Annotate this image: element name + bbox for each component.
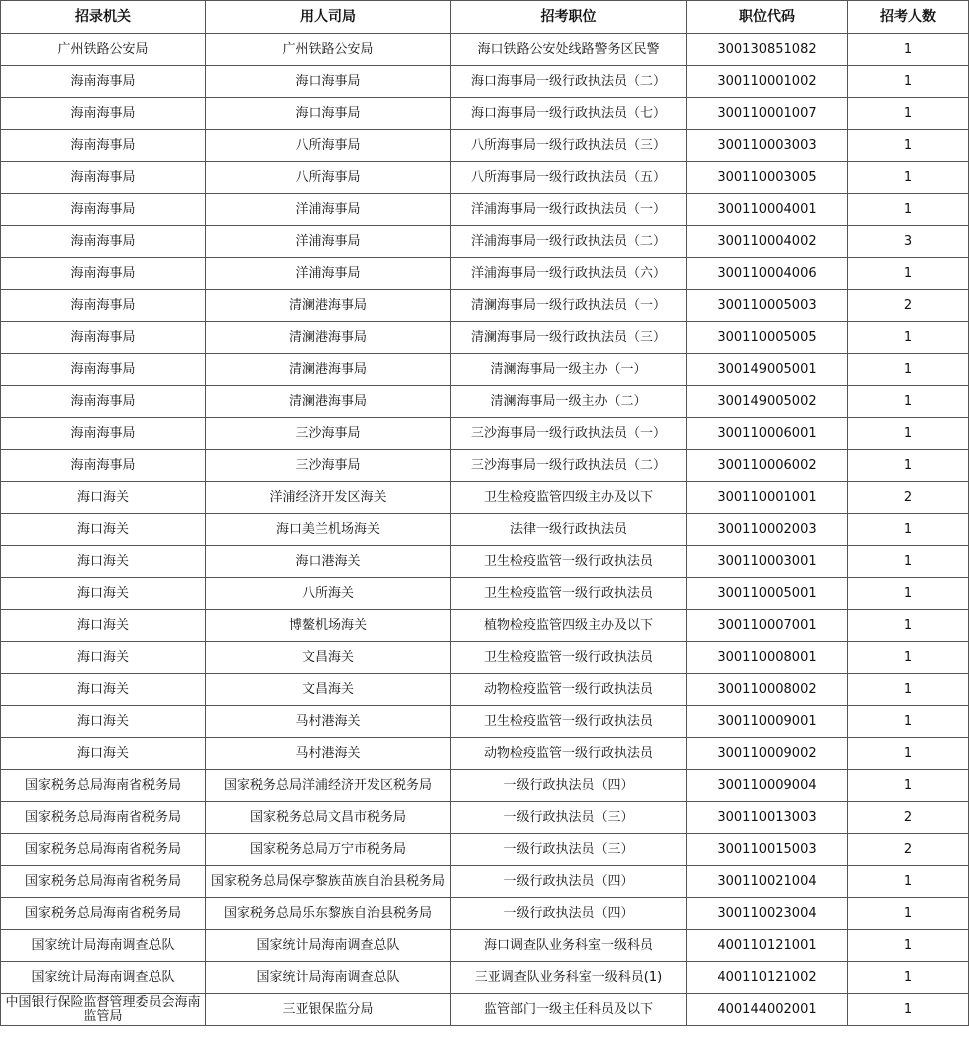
table-row <box>1 258 969 290</box>
cell-position: 八所海事局一级行政执法员（三） <box>451 130 687 162</box>
cell-headcount: 1 <box>848 578 969 610</box>
cell-position: 一级行政执法员（四） <box>451 866 687 898</box>
cell-position-code: 300110004001 <box>687 194 848 226</box>
cell-position: 卫生检疫监管一级行政执法员 <box>451 546 687 578</box>
cell-position: 清澜海事局一级主办（二） <box>451 386 687 418</box>
cell-recruiting-agency: 海南海事局 <box>1 386 206 418</box>
cell-position: 海口铁路公安处线路警务区民警 <box>451 34 687 66</box>
cell-employing-bureau: 海口海事局 <box>206 98 451 130</box>
table-row <box>1 770 969 802</box>
cell-position: 一级行政执法员（四） <box>451 770 687 802</box>
table-header <box>1 1 969 34</box>
cell-position: 卫生检疫监管四级主办及以下 <box>451 482 687 514</box>
table-row <box>1 578 969 610</box>
cell-recruiting-agency: 海口海关 <box>1 642 206 674</box>
table-row <box>1 866 969 898</box>
cell-headcount: 2 <box>848 802 969 834</box>
table-row <box>1 994 969 1026</box>
cell-headcount: 1 <box>848 354 969 386</box>
cell-employing-bureau: 国家税务总局保亭黎族苗族自治县税务局 <box>206 866 451 898</box>
cell-position-code: 300110001002 <box>687 66 848 98</box>
cell-position-code: 300110013003 <box>687 802 848 834</box>
cell-recruiting-agency: 国家税务总局海南省税务局 <box>1 898 206 930</box>
cell-position-code: 300110007001 <box>687 610 848 642</box>
cell-position-code: 300130851082 <box>687 34 848 66</box>
table-row <box>1 450 969 482</box>
cell-employing-bureau: 清澜港海事局 <box>206 386 451 418</box>
cell-headcount: 1 <box>848 962 969 994</box>
cell-position: 监管部门一级主任科员及以下 <box>451 994 687 1026</box>
cell-recruiting-agency: 海南海事局 <box>1 354 206 386</box>
cell-position-code: 300110009001 <box>687 706 848 738</box>
cell-recruiting-agency: 海南海事局 <box>1 130 206 162</box>
cell-position-code: 300110001001 <box>687 482 848 514</box>
table-row <box>1 66 969 98</box>
cell-headcount: 1 <box>848 994 969 1026</box>
table-row <box>1 802 969 834</box>
cell-position-code: 300149005002 <box>687 386 848 418</box>
table-row <box>1 162 969 194</box>
table-row <box>1 386 969 418</box>
cell-headcount: 1 <box>848 738 969 770</box>
cell-position-code: 300110005001 <box>687 578 848 610</box>
cell-headcount: 1 <box>848 258 969 290</box>
cell-position-code: 300110008001 <box>687 642 848 674</box>
cell-position: 三亚调查队业务科室一级科员(1) <box>451 962 687 994</box>
cell-headcount: 1 <box>848 930 969 962</box>
cell-position: 三沙海事局一级行政执法员（二） <box>451 450 687 482</box>
cell-position-code: 400144002001 <box>687 994 848 1026</box>
table-row <box>1 482 969 514</box>
cell-recruiting-agency: 中国银行保险监督管理委员会海南监管局 <box>1 994 206 1026</box>
cell-position-code: 300110021004 <box>687 866 848 898</box>
cell-position: 洋浦海事局一级行政执法员（六） <box>451 258 687 290</box>
cell-position: 卫生检疫监管一级行政执法员 <box>451 642 687 674</box>
cell-position: 法律一级行政执法员 <box>451 514 687 546</box>
cell-employing-bureau: 洋浦经济开发区海关 <box>206 482 451 514</box>
cell-employing-bureau: 三沙海事局 <box>206 418 451 450</box>
cell-headcount: 1 <box>848 898 969 930</box>
cell-employing-bureau: 洋浦海事局 <box>206 194 451 226</box>
table-row <box>1 322 969 354</box>
header-headcount: 招考人数 <box>848 1 969 34</box>
cell-headcount: 1 <box>848 418 969 450</box>
cell-position: 一级行政执法员（三） <box>451 802 687 834</box>
table-row <box>1 738 969 770</box>
cell-headcount: 1 <box>848 450 969 482</box>
cell-position-code: 300110015003 <box>687 834 848 866</box>
cell-recruiting-agency: 海南海事局 <box>1 98 206 130</box>
cell-position: 海口调查队业务科室一级科员 <box>451 930 687 962</box>
cell-employing-bureau: 八所海事局 <box>206 130 451 162</box>
cell-employing-bureau: 海口港海关 <box>206 546 451 578</box>
table-row <box>1 290 969 322</box>
table-row <box>1 354 969 386</box>
cell-headcount: 1 <box>848 642 969 674</box>
table-row <box>1 898 969 930</box>
cell-headcount: 1 <box>848 386 969 418</box>
cell-employing-bureau: 清澜港海事局 <box>206 354 451 386</box>
cell-recruiting-agency: 国家税务总局海南省税务局 <box>1 866 206 898</box>
cell-position-code: 300110002003 <box>687 514 848 546</box>
cell-employing-bureau: 文昌海关 <box>206 674 451 706</box>
cell-recruiting-agency: 海南海事局 <box>1 418 206 450</box>
cell-employing-bureau: 八所海关 <box>206 578 451 610</box>
cell-headcount: 3 <box>848 226 969 258</box>
cell-headcount: 1 <box>848 98 969 130</box>
table-row <box>1 514 969 546</box>
cell-employing-bureau: 广州铁路公安局 <box>206 34 451 66</box>
table-row <box>1 98 969 130</box>
cell-employing-bureau: 国家统计局海南调查总队 <box>206 930 451 962</box>
cell-recruiting-agency: 海口海关 <box>1 482 206 514</box>
table-row <box>1 962 969 994</box>
cell-recruiting-agency: 海口海关 <box>1 578 206 610</box>
cell-position-code: 300110004006 <box>687 258 848 290</box>
cell-headcount: 1 <box>848 322 969 354</box>
cell-headcount: 1 <box>848 66 969 98</box>
cell-employing-bureau: 洋浦海事局 <box>206 258 451 290</box>
cell-position: 动物检疫监管一级行政执法员 <box>451 674 687 706</box>
cell-recruiting-agency: 海南海事局 <box>1 322 206 354</box>
table-row <box>1 642 969 674</box>
header-row <box>1 1 969 34</box>
cell-position-code: 300110008002 <box>687 674 848 706</box>
cell-position-code: 300110006001 <box>687 418 848 450</box>
cell-recruiting-agency: 国家税务总局海南省税务局 <box>1 834 206 866</box>
cell-employing-bureau: 国家税务总局文昌市税务局 <box>206 802 451 834</box>
cell-headcount: 1 <box>848 770 969 802</box>
cell-employing-bureau: 国家统计局海南调查总队 <box>206 962 451 994</box>
table-row <box>1 130 969 162</box>
cell-headcount: 1 <box>848 194 969 226</box>
cell-position-code: 300110009004 <box>687 770 848 802</box>
cell-employing-bureau: 清澜港海事局 <box>206 290 451 322</box>
table-row <box>1 610 969 642</box>
cell-position: 一级行政执法员（三） <box>451 834 687 866</box>
cell-position: 海口海事局一级行政执法员（七） <box>451 98 687 130</box>
cell-position: 卫生检疫监管一级行政执法员 <box>451 706 687 738</box>
cell-headcount: 1 <box>848 130 969 162</box>
cell-employing-bureau: 海口海事局 <box>206 66 451 98</box>
cell-employing-bureau: 清澜港海事局 <box>206 322 451 354</box>
cell-position-code: 300149005001 <box>687 354 848 386</box>
cell-recruiting-agency: 海南海事局 <box>1 258 206 290</box>
cell-employing-bureau: 马村港海关 <box>206 738 451 770</box>
cell-position: 八所海事局一级行政执法员（五） <box>451 162 687 194</box>
cell-position: 洋浦海事局一级行政执法员（二） <box>451 226 687 258</box>
cell-employing-bureau: 三亚银保监分局 <box>206 994 451 1026</box>
cell-employing-bureau: 海口美兰机场海关 <box>206 514 451 546</box>
table-row <box>1 418 969 450</box>
header-employing-bureau: 用人司局 <box>206 1 451 34</box>
cell-position: 清澜海事局一级行政执法员（三） <box>451 322 687 354</box>
table-row <box>1 834 969 866</box>
cell-headcount: 2 <box>848 290 969 322</box>
cell-headcount: 1 <box>848 674 969 706</box>
cell-position-code: 300110009002 <box>687 738 848 770</box>
cell-position: 洋浦海事局一级行政执法员（一） <box>451 194 687 226</box>
cell-headcount: 1 <box>848 706 969 738</box>
cell-recruiting-agency: 海南海事局 <box>1 66 206 98</box>
cell-recruiting-agency: 海南海事局 <box>1 450 206 482</box>
cell-position-code: 300110006002 <box>687 450 848 482</box>
table-row <box>1 930 969 962</box>
table-row <box>1 706 969 738</box>
cell-recruiting-agency: 海口海关 <box>1 514 206 546</box>
cell-recruiting-agency: 国家统计局海南调查总队 <box>1 962 206 994</box>
cell-recruiting-agency: 国家税务总局海南省税务局 <box>1 802 206 834</box>
cell-recruiting-agency: 海口海关 <box>1 546 206 578</box>
cell-recruiting-agency: 海南海事局 <box>1 162 206 194</box>
cell-position: 动物检疫监管一级行政执法员 <box>451 738 687 770</box>
cell-employing-bureau: 洋浦海事局 <box>206 226 451 258</box>
cell-recruiting-agency: 海口海关 <box>1 674 206 706</box>
table-row <box>1 34 969 66</box>
cell-employing-bureau: 文昌海关 <box>206 642 451 674</box>
table-row <box>1 674 969 706</box>
cell-employing-bureau: 博鳌机场海关 <box>206 610 451 642</box>
cell-position-code: 300110004002 <box>687 226 848 258</box>
table-row <box>1 194 969 226</box>
cell-recruiting-agency: 国家统计局海南调查总队 <box>1 930 206 962</box>
table-body <box>1 34 969 1026</box>
cell-position: 清澜海事局一级主办（一） <box>451 354 687 386</box>
cell-headcount: 1 <box>848 162 969 194</box>
cell-position-code: 300110023004 <box>687 898 848 930</box>
cell-headcount: 1 <box>848 866 969 898</box>
table-row <box>1 226 969 258</box>
cell-recruiting-agency: 海南海事局 <box>1 226 206 258</box>
table-row <box>1 546 969 578</box>
cell-employing-bureau: 八所海事局 <box>206 162 451 194</box>
cell-position: 海口海事局一级行政执法员（二） <box>451 66 687 98</box>
cell-position-code: 400110121002 <box>687 962 848 994</box>
cell-employing-bureau: 国家税务总局洋浦经济开发区税务局 <box>206 770 451 802</box>
header-recruiting-agency: 招录机关 <box>1 1 206 34</box>
cell-position: 植物检疫监管四级主办及以下 <box>451 610 687 642</box>
cell-position-code: 300110003001 <box>687 546 848 578</box>
cell-employing-bureau: 国家税务总局万宁市税务局 <box>206 834 451 866</box>
cell-headcount: 1 <box>848 34 969 66</box>
cell-recruiting-agency: 海口海关 <box>1 706 206 738</box>
cell-position-code: 300110005005 <box>687 322 848 354</box>
cell-position: 三沙海事局一级行政执法员（一） <box>451 418 687 450</box>
cell-employing-bureau: 国家税务总局乐东黎族自治县税务局 <box>206 898 451 930</box>
cell-position: 卫生检疫监管一级行政执法员 <box>451 578 687 610</box>
cell-position-code: 300110001007 <box>687 98 848 130</box>
cell-recruiting-agency: 广州铁路公安局 <box>1 34 206 66</box>
cell-employing-bureau: 三沙海事局 <box>206 450 451 482</box>
cell-recruiting-agency: 海南海事局 <box>1 194 206 226</box>
cell-position-code: 300110003005 <box>687 162 848 194</box>
header-position: 招考职位 <box>451 1 687 34</box>
cell-position: 清澜海事局一级行政执法员（一） <box>451 290 687 322</box>
cell-headcount: 1 <box>848 514 969 546</box>
cell-headcount: 2 <box>848 482 969 514</box>
cell-headcount: 1 <box>848 546 969 578</box>
cell-recruiting-agency: 海口海关 <box>1 610 206 642</box>
cell-recruiting-agency: 海南海事局 <box>1 290 206 322</box>
cell-headcount: 2 <box>848 834 969 866</box>
cell-headcount: 1 <box>848 610 969 642</box>
cell-position-code: 300110003003 <box>687 130 848 162</box>
cell-recruiting-agency: 海口海关 <box>1 738 206 770</box>
cell-position-code: 400110121001 <box>687 930 848 962</box>
cell-recruiting-agency: 国家税务总局海南省税务局 <box>1 770 206 802</box>
cell-position-code: 300110005003 <box>687 290 848 322</box>
cell-employing-bureau: 马村港海关 <box>206 706 451 738</box>
header-position-code: 职位代码 <box>687 1 848 34</box>
cell-position: 一级行政执法员（四） <box>451 898 687 930</box>
